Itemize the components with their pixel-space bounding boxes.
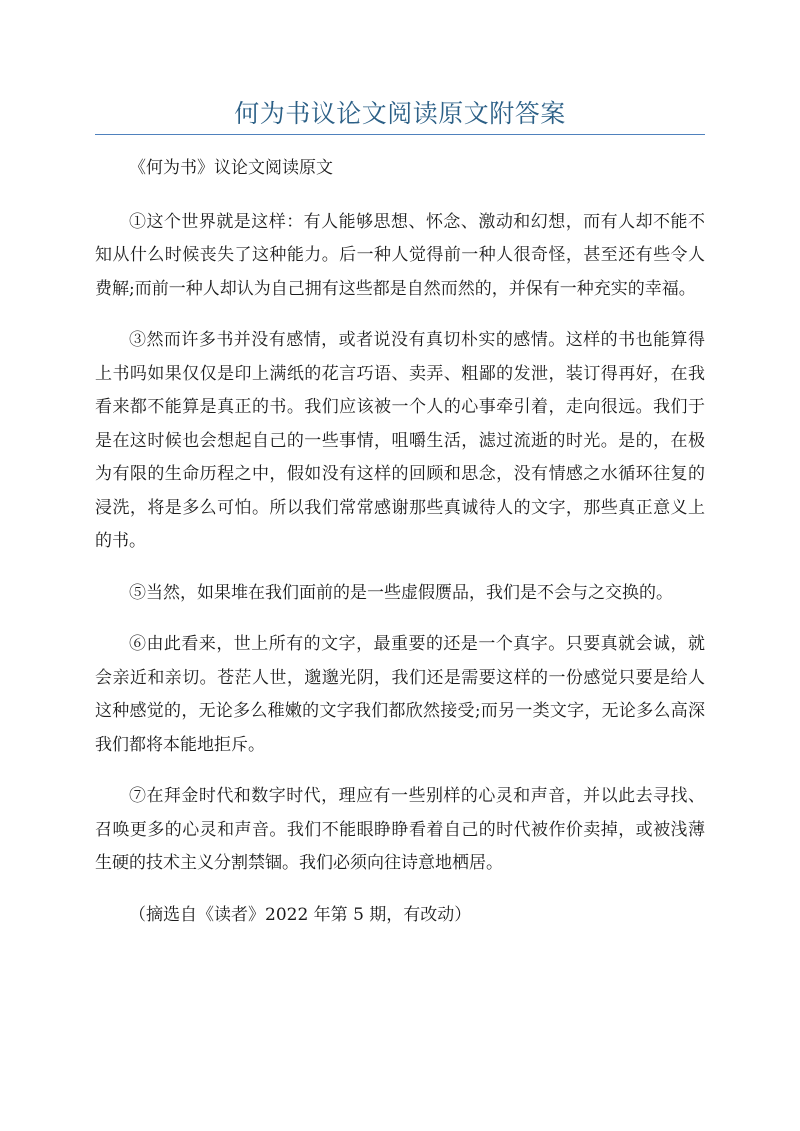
paragraph-7: ⑦在拜金时代和数字时代，理应有一些别样的心灵和声音，并以此去寻找、召唤更多的心灵和声音。我们不能眼睁睁看着自己的时代被作价卖掉，或被浅薄生硬的技术主义分割禁锢。我们必须向往诗意地栖居。 [95,786,705,873]
paragraph-1: ①这个世界就是这样：有人能够思想、怀念、激动和幻想，而有人却不能不知从什么时候丧失了这种能力。后一种人觉得前一种人很奇怪，甚至还有些令人费解;而前一种人却认为自己拥有这些都是自然而然的，并保有一种充实的幸福。 [95,211,705,299]
article-subtitle: 《何为书》议论文阅读原文 [129,158,333,178]
paragraph-5: ⑤当然，如果堆在我们面前的是一些虚假赝品，我们是不会与之交换的。 [129,582,673,603]
paragraph-3: ③然而许多书并没有感情，或者说没有真切朴实的感情。这样的书也能算得上书吗如果仅仅是印上满纸的花言巧语、卖弄、粗鄙的发泄，装订得再好，在我看来都不能算是真正的书。我们应该被一个人的心事牵引着，走向很远。我们于是在这时候也会想起自己的一些事情，咀嚼生活，滤过流逝的时光。是的，在极为有限的生命历程之中，假如没有这样的回顾和思念，没有情感之水循环往复的浸洗，将是多么可怕。所以我们常常感谢那些真诚待人的文字，那些真正意义上的书。 [95,330,705,551]
title-divider [95,134,705,135]
page-title: 何为书议论文阅读原文附答案 [234,99,566,128]
article-body [95,152,705,950]
paragraph-6: ⑥由此看来，世上所有的文字，最重要的还是一个真字。只要真就会诚，就会亲近和亲切。苍茫人世，邈邈光阴，我们还是需要这样的一份感觉只要是给人这种感觉的，无论多么稚嫩的文字我们都欣然接受;而另一类文字，无论多么高深我们都将本能地拒斥。 [95,634,705,755]
source-citation: （摘选自《读者》2022 年第 5 期，有改动） [129,904,472,925]
